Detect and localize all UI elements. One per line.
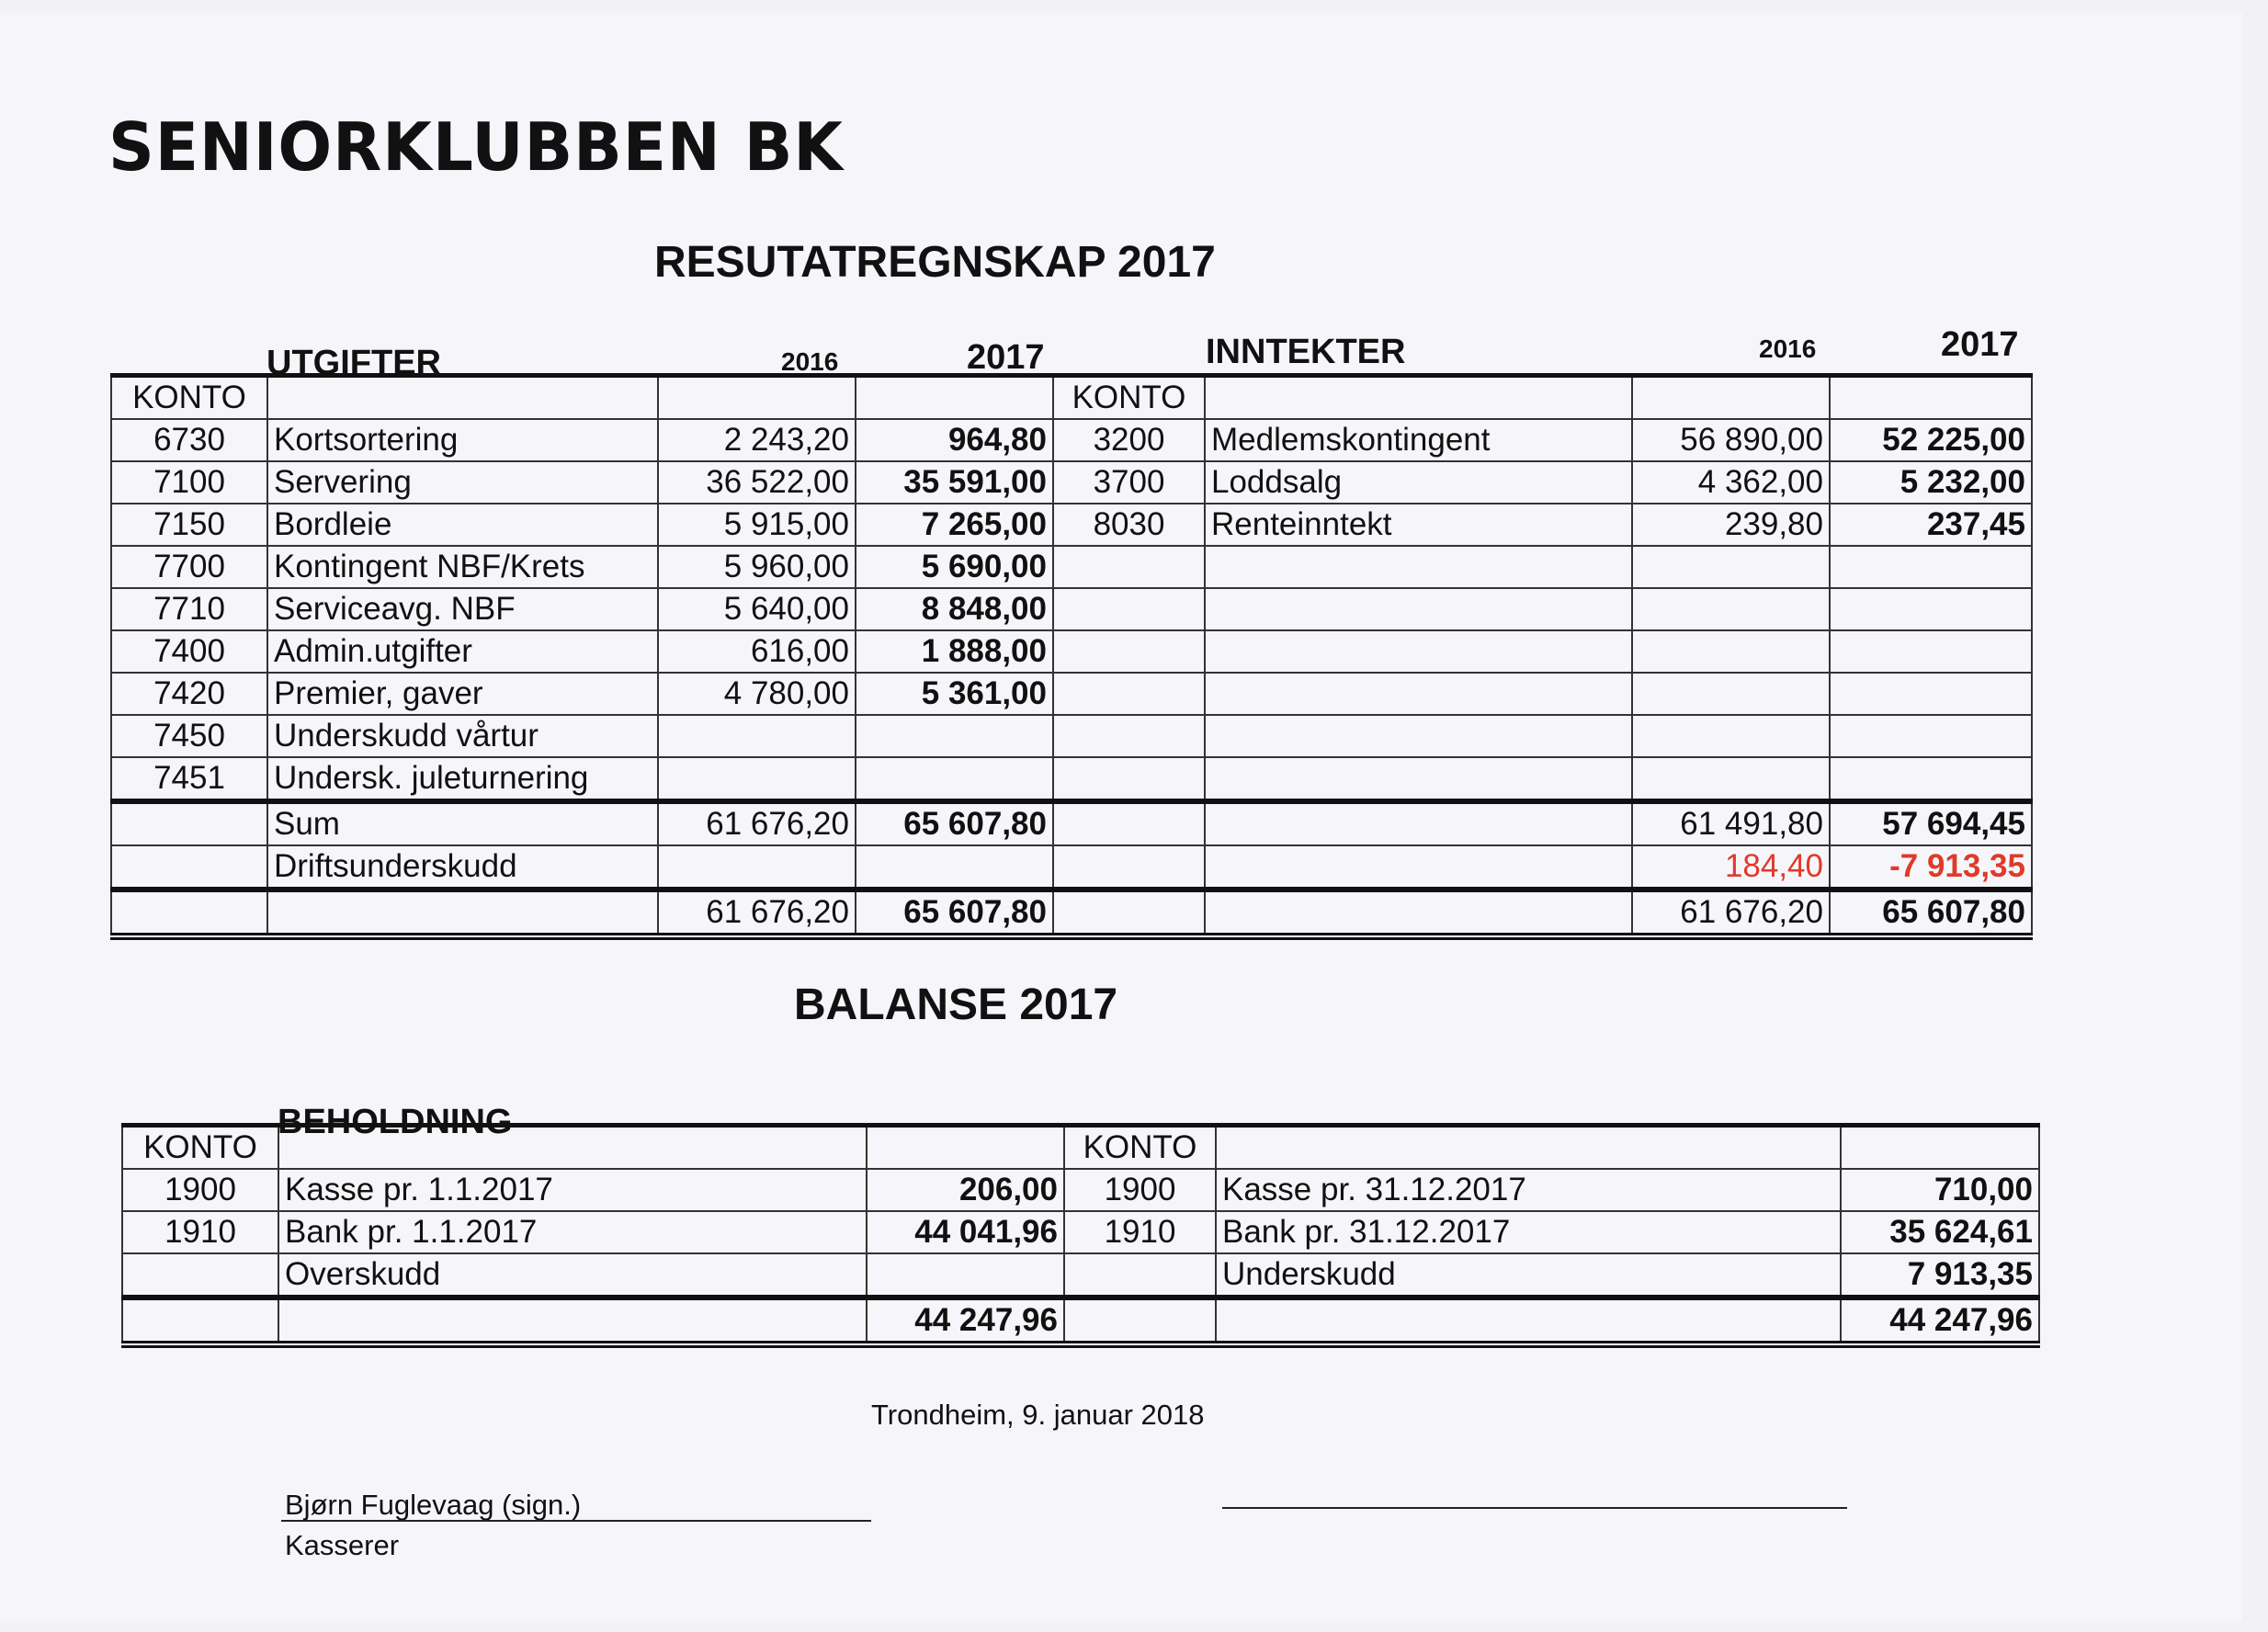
expense-2017: 5 690,00 — [856, 546, 1053, 588]
expense-name: Serviceavg. NBF — [267, 588, 658, 630]
expense-name: Premier, gaver — [267, 673, 658, 715]
organization-title: SENIORKLUBBEN BK — [108, 108, 844, 186]
expense-konto: 7150 — [111, 504, 267, 546]
table-row — [111, 546, 2032, 588]
expense-konto: 7450 — [111, 715, 267, 757]
balance-left-total: 44 247,96 — [867, 1298, 1064, 1344]
expense-total-2017: 65 607,80 — [856, 890, 1053, 936]
expense-2016 — [658, 757, 856, 801]
income-2016: 56 890,00 — [1632, 419, 1830, 461]
table-row — [122, 1169, 2039, 1211]
table-row — [111, 504, 2032, 546]
signature-line-right — [1222, 1507, 1847, 1509]
income-2016: 239,80 — [1632, 504, 1830, 546]
balance-left-konto-header: KONTO — [122, 1126, 278, 1170]
expense-name: Bordleie — [267, 504, 658, 546]
expense-konto: 7400 — [111, 630, 267, 673]
expense-2016: 36 522,00 — [658, 461, 856, 504]
expense-konto: 7710 — [111, 588, 267, 630]
income-statement-table — [110, 373, 2033, 940]
table-header-row — [122, 1126, 2039, 1170]
balance-right-name: Underskudd — [1216, 1253, 1841, 1298]
balance-left-konto: 1900 — [122, 1169, 278, 1211]
income-total-2016: 61 676,20 — [1632, 890, 1830, 936]
income-deficit-2016: 184,40 — [1632, 845, 1830, 890]
table-row — [122, 1253, 2039, 1298]
balance-right-konto: 1900 — [1064, 1169, 1216, 1211]
table-row — [122, 1211, 2039, 1253]
expense-sum-2017: 65 607,80 — [856, 801, 1053, 845]
balance-right-name: Kasse pr. 31.12.2017 — [1216, 1169, 1841, 1211]
income-2017: 52 225,00 — [1830, 419, 2032, 461]
table-row — [111, 757, 2032, 801]
expense-konto: 7700 — [111, 546, 267, 588]
income-statement-title: RESUTATREGNSKAP 2017 — [654, 238, 1216, 287]
balance-right-total: 44 247,96 — [1841, 1298, 2039, 1344]
table-row — [111, 588, 2032, 630]
expense-sum-2016: 61 676,20 — [658, 801, 856, 845]
income-year-2016: 2016 — [1759, 334, 1817, 363]
signer-name: Bjørn Fuglevaag (sign.) — [285, 1489, 582, 1521]
expense-konto: 6730 — [111, 419, 267, 461]
income-total-2017: 65 607,80 — [1830, 890, 2032, 936]
income-name: Loddsalg — [1205, 461, 1632, 504]
balance-right-konto — [1064, 1253, 1216, 1298]
expenses-year-2016: 2016 — [781, 347, 839, 376]
balance-heading: BEHOLDNING — [278, 1103, 513, 1141]
expenses-heading: UTGIFTER — [266, 344, 441, 382]
expense-2016: 5 640,00 — [658, 588, 856, 630]
balance-right-konto: 1910 — [1064, 1211, 1216, 1253]
expense-2017: 7 265,00 — [856, 504, 1053, 546]
expense-name: Kontingent NBF/Krets — [267, 546, 658, 588]
expenses-year-2017: 2017 — [967, 338, 1045, 377]
expense-konto: 7420 — [111, 673, 267, 715]
balance-right-name: Bank pr. 31.12.2017 — [1216, 1211, 1841, 1253]
balance-left-konto — [122, 1253, 278, 1298]
balance-right-value: 7 913,35 — [1841, 1253, 2039, 1298]
expense-2016: 4 780,00 — [658, 673, 856, 715]
income-sum-2017: 57 694,45 — [1830, 801, 2032, 845]
total-row — [111, 890, 2032, 936]
expense-name: Undersk. juleturnering — [267, 757, 658, 801]
balance-right-konto-header: KONTO — [1064, 1126, 1216, 1170]
table-row — [111, 419, 2032, 461]
income-konto: 8030 — [1053, 504, 1205, 546]
income-heading: INNTEKTER — [1206, 333, 1406, 371]
expense-2017: 5 361,00 — [856, 673, 1053, 715]
balance-total-row — [122, 1298, 2039, 1344]
income-konto: 3200 — [1053, 419, 1205, 461]
table-row — [111, 461, 2032, 504]
income-2016: 4 362,00 — [1632, 461, 1830, 504]
signer-role: Kasserer — [285, 1529, 400, 1561]
expense-name: Admin.utgifter — [267, 630, 658, 673]
income-name: Renteinntekt — [1205, 504, 1632, 546]
income-2017: 5 232,00 — [1830, 461, 2032, 504]
place-date: Trondheim, 9. januar 2018 — [871, 1399, 1205, 1431]
balance-left-value: 206,00 — [867, 1169, 1064, 1211]
income-name: Medlemskontingent — [1205, 419, 1632, 461]
table-row — [111, 630, 2032, 673]
balance-table — [121, 1123, 2040, 1348]
expense-2017: 964,80 — [856, 419, 1053, 461]
sum-row — [111, 801, 2032, 845]
expense-name: Underskudd vårtur — [267, 715, 658, 757]
balance-right-value: 35 624,61 — [1841, 1211, 2039, 1253]
expense-2016: 5 915,00 — [658, 504, 856, 546]
expense-2017 — [856, 757, 1053, 801]
expense-2016: 5 960,00 — [658, 546, 856, 588]
table-row — [111, 715, 2032, 757]
deficit-row — [111, 845, 2032, 890]
balance-right-value: 710,00 — [1841, 1169, 2039, 1211]
balance-left-value — [867, 1253, 1064, 1298]
expense-2017: 8 848,00 — [856, 588, 1053, 630]
sum-label: Sum — [267, 801, 658, 845]
expense-konto: 7100 — [111, 461, 267, 504]
table-header-row — [111, 376, 2032, 420]
balance-title: BALANSE 2017 — [794, 980, 1118, 1029]
balance-left-value: 44 041,96 — [867, 1211, 1064, 1253]
balance-left-name: Overskudd — [278, 1253, 867, 1298]
income-deficit-2017: -7 913,35 — [1830, 845, 2032, 890]
expense-2017: 35 591,00 — [856, 461, 1053, 504]
balance-left-name: Kasse pr. 1.1.2017 — [278, 1169, 867, 1211]
expense-2017 — [856, 715, 1053, 757]
expense-name: Kortsortering — [267, 419, 658, 461]
expense-2016 — [658, 715, 856, 757]
expense-konto: 7451 — [111, 757, 267, 801]
income-year-2017: 2017 — [1941, 325, 2019, 364]
expense-2016: 2 243,20 — [658, 419, 856, 461]
balance-left-name: Bank pr. 1.1.2017 — [278, 1211, 867, 1253]
table-row — [111, 673, 2032, 715]
expense-total-2016: 61 676,20 — [658, 890, 856, 936]
income-konto-header: KONTO — [1053, 376, 1205, 420]
balance-left-konto: 1910 — [122, 1211, 278, 1253]
expense-name: Servering — [267, 461, 658, 504]
income-konto: 3700 — [1053, 461, 1205, 504]
signature-line-left — [281, 1520, 871, 1522]
expense-2016: 616,00 — [658, 630, 856, 673]
expenses-konto-header: KONTO — [111, 376, 267, 420]
income-sum-2016: 61 491,80 — [1632, 801, 1830, 845]
income-2017: 237,45 — [1830, 504, 2032, 546]
deficit-label: Driftsunderskudd — [267, 845, 658, 890]
expense-2017: 1 888,00 — [856, 630, 1053, 673]
